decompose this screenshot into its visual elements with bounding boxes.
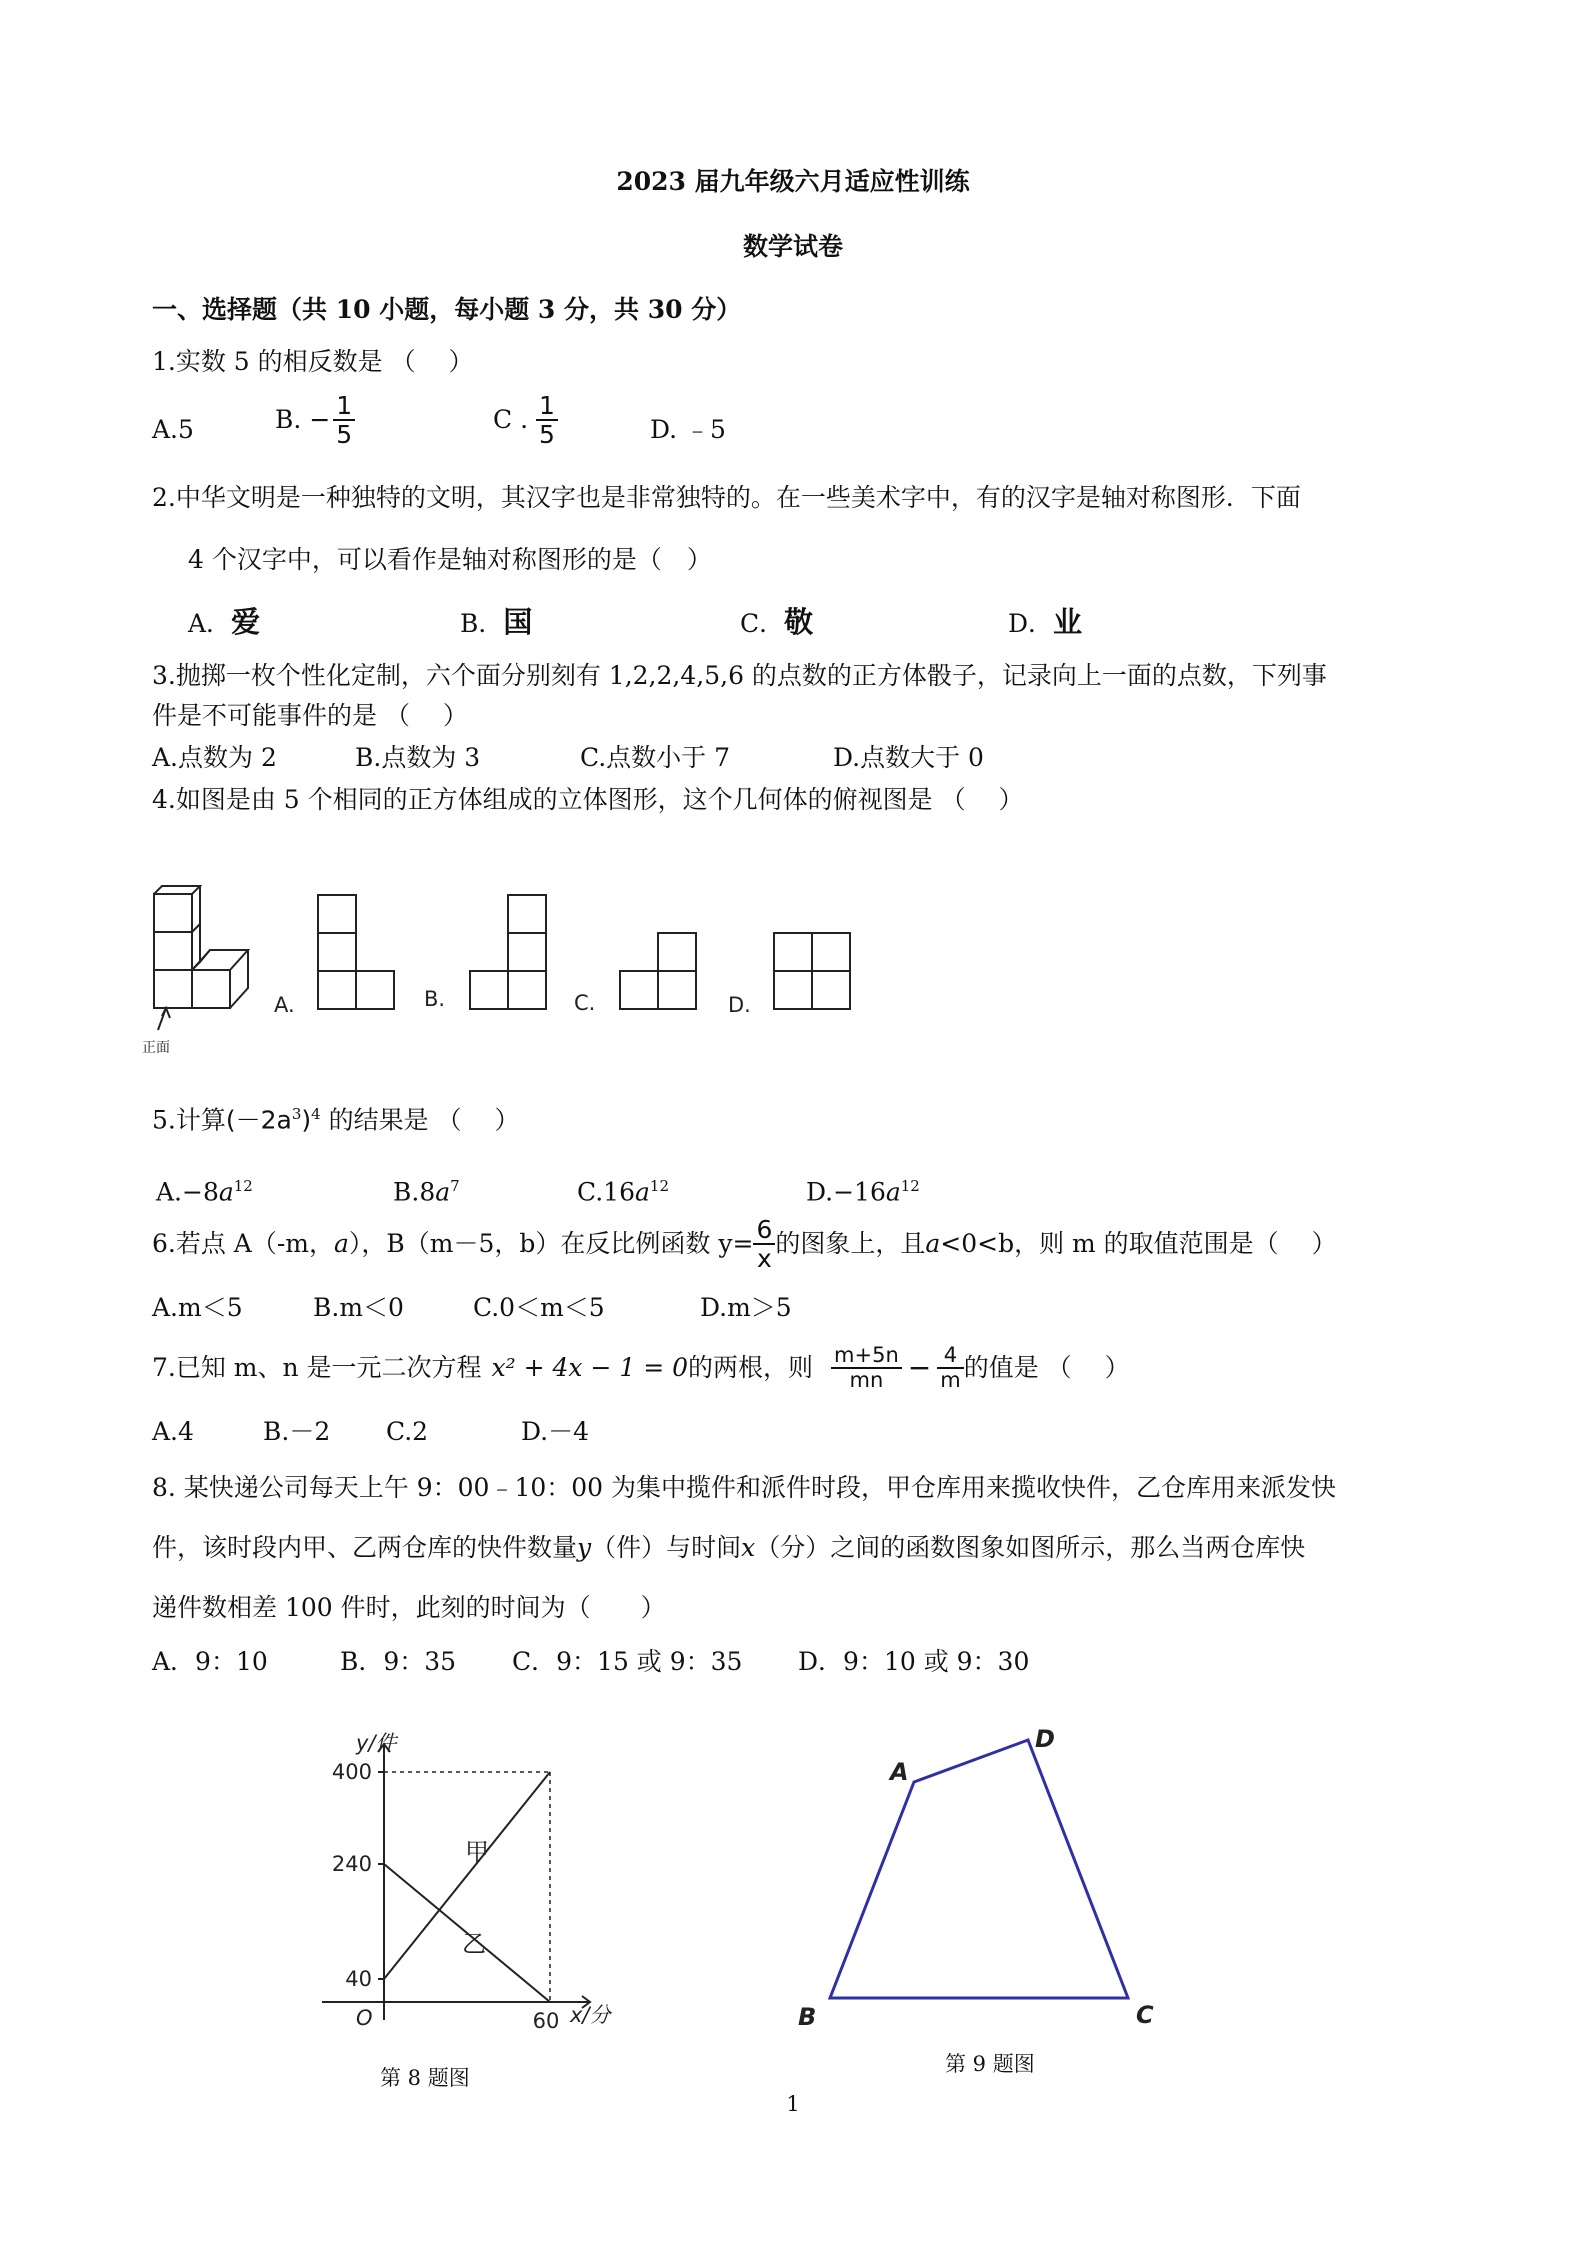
q6-fraction: $\frac{6}{x}$ bbox=[753, 1216, 775, 1272]
q6-option-b: B.m＜0 bbox=[313, 1293, 404, 1322]
q2-option-a: A．爱 bbox=[188, 605, 261, 639]
q4-option-b-figure bbox=[470, 895, 546, 1009]
section-heading: 一、选择题（共 10 小题，每小题 3 分，共 30 分） bbox=[152, 295, 742, 324]
q8-stem-line2: 件，该时段内甲、乙两仓库的快件数量y（件）与时间x（分）之间的函数图象如图所示，那么当两仓库快 bbox=[152, 1533, 1306, 1562]
q8-option-d: D．9：10 或 9：30 bbox=[798, 1647, 1030, 1676]
q8-option-b: B．9：35 bbox=[340, 1647, 457, 1676]
q7-equation: x² + 4x − 1 = 0 bbox=[491, 1353, 689, 1382]
q7-fraction-1: $\frac{m+5n}{mn}$ bbox=[831, 1344, 902, 1392]
q4-3d-solid bbox=[154, 886, 248, 1030]
q2-option-b: B．国 bbox=[460, 605, 533, 639]
y-tick-label: 240 bbox=[331, 1852, 372, 1876]
q4-figures bbox=[140, 880, 880, 1060]
q5-option-d: $D.-16a^{12}$ bbox=[806, 1177, 920, 1207]
q6-option-a: A.m＜5 bbox=[152, 1293, 243, 1322]
vertex-a-label: A bbox=[890, 1758, 909, 1786]
q4-option-b-label: B. bbox=[424, 987, 446, 1011]
q2-option-c: C．敬 bbox=[740, 605, 814, 639]
q7-fraction-2: $\frac{4}{m}$ bbox=[937, 1344, 963, 1392]
vertex-d-label: D bbox=[1035, 1725, 1055, 1753]
q7-option-b: B.－2 bbox=[263, 1417, 331, 1446]
q4-option-a-figure bbox=[318, 895, 394, 1009]
q3-stem-line1: 3.抛掷一枚个性化定制，六个面分别刻有 1,2,2,4,5,6 的点数的正方体骰子，记录向上一面的点数，下列事 bbox=[152, 661, 1327, 690]
series-label-jia: 甲 bbox=[465, 1838, 489, 1866]
q4-option-a-label: A. bbox=[274, 993, 295, 1017]
y-tick-label: 400 bbox=[331, 1760, 372, 1784]
x-tick-label: 60 bbox=[532, 2009, 560, 2033]
q2-stem-line2: 4 个汉字中，可以看作是轴对称图形的是（ ） bbox=[188, 545, 712, 574]
origin-label: O bbox=[356, 2006, 373, 2030]
q1-option-a: A.5 bbox=[152, 415, 194, 444]
q7-stem: 7.已知 m、n 是一元二次方程 x² + 4x − 1 = 0 的两根，则 $\frac{m+5n}{mn}$ − $\frac{4}{m}$ 的值是 （ ） bbox=[152, 1343, 1130, 1392]
q1-b-fraction: $\frac{1}{5}$ bbox=[333, 392, 355, 448]
q5-stem: 5.计算$(-2a^3)^4$ 的结果是 （ ） bbox=[152, 1105, 520, 1135]
q4-option-c-label: C. bbox=[574, 991, 596, 1015]
y-tick-label: 40 bbox=[345, 1967, 372, 1991]
quadrilateral-abcd bbox=[830, 1740, 1128, 1998]
q6-stem: 6.若点 A（-m， a ），B（m－5，b）在反比例函数 y= $\frac{6}{x}$ 的图象上，且 a <0<b，则 m 的取值范围是（ ） bbox=[152, 1215, 1337, 1273]
q1-option-d: D. ﹣5 bbox=[650, 415, 726, 444]
exam-title: 2023 届九年级六月适应性训练 bbox=[616, 167, 970, 196]
exam-subtitle: 数学试卷 bbox=[742, 232, 843, 261]
q3-option-d: D.点数大于 0 bbox=[833, 743, 984, 772]
q5-option-c: $C.16a^{12}$ bbox=[577, 1177, 669, 1207]
q9-quadrilateral-figure bbox=[780, 1715, 1180, 2045]
q6-option-d: D.m＞5 bbox=[700, 1293, 792, 1322]
q6-option-c: C.0＜m＜5 bbox=[473, 1293, 605, 1322]
q1-option-b: B. − $\frac{1}{5}$ bbox=[275, 392, 355, 448]
q5-option-b: $B.8a^7$ bbox=[393, 1177, 460, 1207]
fig8-caption: 第 8 题图 bbox=[380, 2066, 470, 2090]
q8-stem-line3: 递件数相差 100 件时，此刻的时间为（ ） bbox=[152, 1593, 666, 1622]
q7-option-c: C.2 bbox=[386, 1417, 429, 1446]
q1-option-c: C . $\frac{1}{5}$ bbox=[493, 392, 558, 448]
q4-stem: 4.如图是由 5 个相同的正方体组成的立体图形，这个几何体的俯视图是 （ ） bbox=[152, 785, 1024, 814]
q2-option-d: D．业 bbox=[1008, 605, 1083, 639]
vertex-c-label: C bbox=[1136, 2001, 1154, 2029]
q8-stem-line1: 8. 某快递公司每天上午 9：00﹣10：00 为集中揽件和派件时段，甲仓库用来揽收快件，乙仓库用来派发快 bbox=[152, 1473, 1337, 1502]
page-number: 1 bbox=[786, 2092, 800, 2116]
vertex-b-label: B bbox=[798, 2003, 817, 2031]
q7-option-d: D.－4 bbox=[521, 1417, 590, 1446]
q3-option-b: B.点数为 3 bbox=[355, 743, 481, 772]
q4-option-c-figure bbox=[620, 933, 696, 1009]
q2-stem-line1: 2.中华文明是一种独特的文明，其汉字也是非常独特的。在一些美术字中，有的汉字是轴对称图形．下面 bbox=[152, 483, 1301, 512]
q8-option-a: A．9：10 bbox=[152, 1647, 268, 1676]
x-axis-label: x/分 bbox=[570, 2003, 611, 2027]
q1-stem: 1.实数 5 的相反数是 （ ） bbox=[152, 347, 474, 376]
q4-front-label: 正面 bbox=[142, 1040, 170, 1056]
y-axis-label: y/件 bbox=[356, 1731, 397, 1755]
q3-stem-line2: 件是不可能事件的是 （ ） bbox=[152, 701, 468, 730]
q3-option-c: C.点数小于 7 bbox=[580, 743, 731, 772]
series-label-yi: 乙 bbox=[462, 1930, 486, 1958]
q7-option-a: A.4 bbox=[152, 1417, 194, 1446]
q3-option-a: A.点数为 2 bbox=[152, 743, 277, 772]
fig9-caption: 第 9 题图 bbox=[945, 2052, 1035, 2076]
q1-c-fraction: $\frac{1}{5}$ bbox=[536, 392, 558, 448]
q4-option-d-figure bbox=[774, 933, 850, 1009]
q8-function-chart bbox=[300, 1730, 640, 2050]
q4-option-d-label: D. bbox=[728, 993, 751, 1017]
q5-option-a: $A.-8a^{12}$ bbox=[156, 1177, 253, 1207]
q8-option-c: C．9：15 或 9：35 bbox=[512, 1647, 743, 1676]
